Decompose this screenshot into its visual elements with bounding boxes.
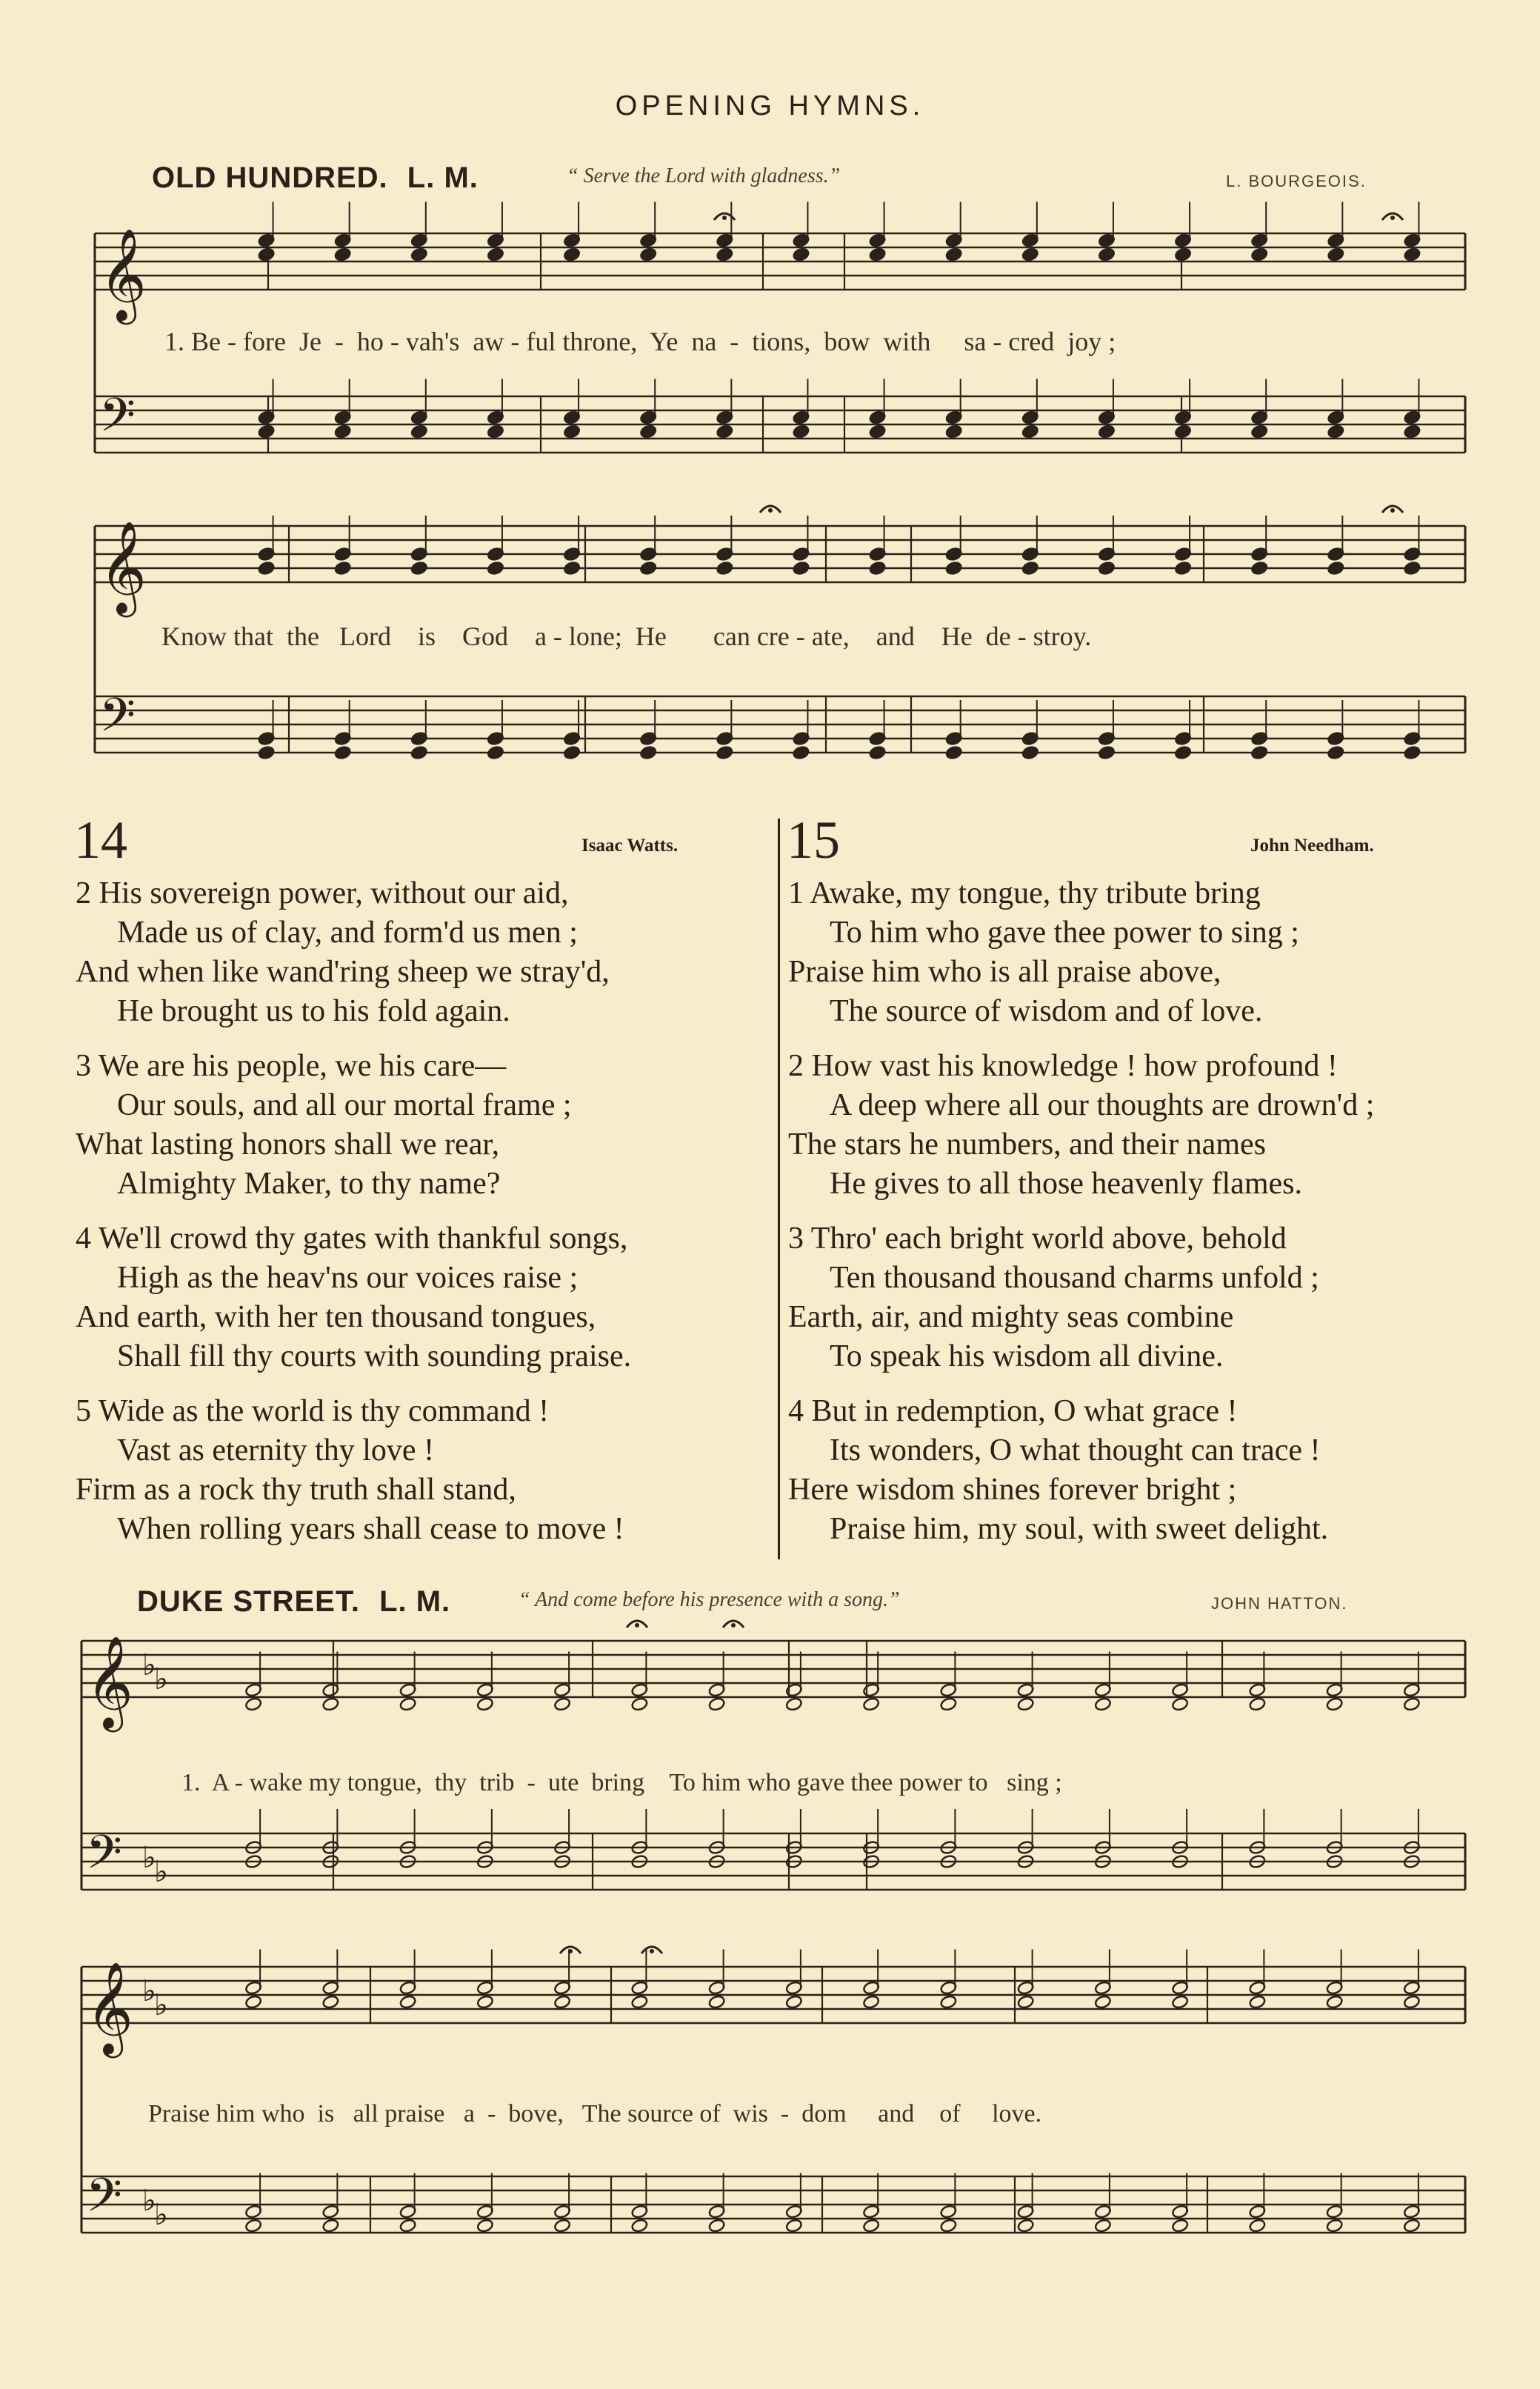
note-head: [945, 424, 963, 439]
note-head: [1174, 424, 1192, 439]
note-head: [1021, 424, 1039, 439]
note-head: [334, 424, 352, 439]
stanza-line: Firm as a rock thy truth shall stand,: [76, 1473, 516, 1507]
flat-icon: ♭: [142, 1974, 156, 2008]
note-head: [862, 1697, 880, 1712]
column-divider: [778, 819, 780, 1559]
note-head: [487, 424, 504, 439]
note-head: [553, 1995, 571, 2010]
stanza-line: He brought us to his fold again.: [117, 994, 510, 1028]
stanza-line: Praise him, my soul, with sweet delight.: [830, 1512, 1329, 1546]
note-head: [716, 247, 734, 262]
stanza: [76, 1047, 764, 1204]
bass-clef-icon: 𝄢: [99, 687, 136, 753]
note-head: [563, 745, 581, 760]
note-head: [244, 1697, 262, 1712]
note-head: [563, 424, 581, 439]
note-head: [322, 1697, 340, 1712]
hymn-author: John Needham.: [1250, 836, 1374, 856]
flat-icon: ♭: [154, 1988, 168, 2022]
fermata-icon: [722, 216, 727, 220]
stanza-line: 2 His sovereign power, without our aid,: [76, 876, 569, 910]
note-head: [1327, 424, 1345, 439]
tune-lyric-line: 1. Be - fore Je - ho - vah's aw - ful throne, Ye na - tions, bow with sa - cred joy ;: [164, 327, 1116, 356]
note-head: [322, 2219, 340, 2233]
note-head: [1017, 2219, 1035, 2233]
note-head: [1171, 1697, 1189, 1712]
fermata-icon: [1390, 216, 1395, 220]
note-head: [1098, 247, 1116, 262]
fermata-icon: [1390, 508, 1395, 513]
note-head: [639, 745, 657, 760]
stanza: [788, 1392, 1484, 1549]
note-head: [785, 2219, 803, 2233]
note-head: [563, 561, 581, 576]
note-head: [785, 1697, 803, 1712]
note-head: [334, 745, 352, 760]
note-head: [1403, 2219, 1421, 2233]
hymn-author: Isaac Watts.: [581, 836, 679, 856]
note-head: [639, 561, 657, 576]
note-head: [1094, 1995, 1112, 2010]
note-head: [1017, 1995, 1035, 2010]
stanza-line: 3 Thro' each bright world above, behold: [788, 1222, 1287, 1256]
note-head: [793, 745, 810, 760]
note-head: [1404, 561, 1421, 576]
note-head: [869, 424, 887, 439]
stanza-line: The source of wisdom and of love.: [830, 994, 1263, 1028]
note-head: [244, 1995, 262, 2010]
note-head: [258, 424, 276, 439]
stanza-line: He gives to all those heavenly flames.: [830, 1167, 1302, 1201]
stanza-line: Our souls, and all our mortal frame ;: [117, 1088, 572, 1122]
stanza-line: Its wonders, O what thought can trace !: [830, 1433, 1321, 1467]
note-head: [410, 424, 428, 439]
note-head: [639, 424, 657, 439]
tune-meter: L. M.: [407, 161, 479, 194]
note-head: [1098, 424, 1116, 439]
note-head: [553, 1697, 571, 1712]
note-head: [1250, 424, 1268, 439]
note-head: [334, 561, 352, 576]
note-head: [399, 1697, 417, 1712]
flat-icon: ♭: [154, 2198, 168, 2232]
note-head: [476, 1697, 494, 1712]
note-head: [869, 561, 887, 576]
note-head: [869, 247, 887, 262]
flat-icon: ♭: [142, 1841, 156, 1875]
note-head: [476, 1995, 494, 2010]
fermata-icon: [650, 1949, 654, 1953]
hymn-text-15: [788, 874, 1484, 1565]
note-head: [487, 247, 504, 262]
bass-clef-icon: 𝄢: [86, 1825, 122, 1890]
flat-icon: ♭: [142, 2184, 156, 2218]
stanza-line: And when like wand'ring sheep we stray'd,: [76, 955, 610, 989]
treble-clef-icon: 𝄞: [99, 521, 147, 613]
stanza-line: Vast as eternity thy love !: [117, 1433, 435, 1467]
stanza-line: 5 Wide as the world is thy command !: [76, 1394, 550, 1428]
tune-epigraph: “ And come before his presence with a song.”: [519, 1588, 900, 1611]
treble-clef-icon: 𝄞: [99, 228, 147, 321]
note-head: [1174, 247, 1192, 262]
note-head: [1327, 247, 1345, 262]
stanza-line: Earth, air, and mighty seas combine: [788, 1300, 1234, 1334]
stanza-line: When rolling years shall cease to move !: [117, 1512, 624, 1546]
treble-clef-icon: 𝄞: [86, 1636, 133, 1728]
note-head: [410, 561, 428, 576]
note-head: [945, 561, 963, 576]
note-head: [631, 1995, 649, 2010]
note-head: [793, 247, 810, 262]
tune-lyric-line: Know that the Lord is God a - lone; He can cre - ate, and He de - stroy.: [161, 622, 1092, 651]
stanza-line: To him who gave thee power to sing ;: [830, 916, 1299, 950]
note-head: [945, 745, 963, 760]
stanza: [76, 1219, 764, 1376]
note-head: [476, 2219, 494, 2233]
note-head: [716, 561, 734, 576]
stanza-line: Almighty Maker, to thy name?: [117, 1167, 501, 1201]
note-head: [1250, 561, 1268, 576]
tune-lyric-line: 1. A - wake my tongue, thy trib - ute bring To him who gave thee power to sing ;: [181, 1769, 1062, 1796]
stanza-line: The stars he numbers, and their names: [788, 1127, 1266, 1162]
note-head: [862, 2219, 880, 2233]
note-head: [716, 745, 734, 760]
note-head: [716, 424, 734, 439]
note-head: [244, 2219, 262, 2233]
note-head: [940, 1995, 958, 2010]
note-head: [945, 247, 963, 262]
note-head: [1326, 1697, 1344, 1712]
flat-icon: ♭: [154, 1662, 168, 1696]
stanza: [76, 1392, 764, 1549]
stanza-line: 1 Awake, my tongue, thy tribute bring: [788, 876, 1261, 910]
tune-composer: L. BOURGEOIS.: [1226, 172, 1367, 190]
note-head: [1249, 1697, 1267, 1712]
note-head: [1174, 561, 1192, 576]
note-head: [793, 561, 810, 576]
note-head: [1098, 561, 1116, 576]
stanza-line: Shall fill thy courts with sounding praise.: [117, 1339, 632, 1373]
section-heading: OPENING HYMNS.: [615, 90, 925, 121]
stanza-line: To speak his wisdom all divine.: [830, 1339, 1224, 1373]
fermata-icon: [568, 1949, 573, 1953]
bass-clef-icon: 𝄢: [86, 2168, 122, 2233]
tune-title: OLD HUNDRED.: [152, 161, 388, 194]
note-head: [410, 247, 428, 262]
hymn-number: 15: [787, 810, 840, 870]
tune-meter: L. M.: [379, 1585, 451, 1618]
stanza: [788, 1047, 1484, 1204]
note-head: [334, 247, 352, 262]
note-head: [785, 1995, 803, 2010]
note-head: [1326, 1995, 1344, 2010]
note-head: [631, 1697, 649, 1712]
treble-clef-icon: 𝄞: [86, 1962, 133, 2054]
stanza-line: 3 We are his people, we his care—: [76, 1049, 507, 1083]
bass-clef-icon: 𝄢: [99, 387, 136, 453]
note-head: [1017, 1697, 1035, 1712]
stanza-line: 4 We'll crowd thy gates with thankful songs,: [76, 1222, 628, 1256]
tune-epigraph: “ Serve the Lord with gladness.”: [567, 164, 841, 187]
stanza-line: Made us of clay, and form'd us men ;: [117, 916, 578, 950]
note-head: [631, 2219, 649, 2233]
note-head: [1021, 561, 1039, 576]
note-head: [553, 2219, 571, 2233]
stanza: [76, 874, 764, 1031]
stanza: [788, 1219, 1484, 1376]
note-head: [258, 745, 276, 760]
stanza-line: 2 How vast his knowledge ! how profound !: [788, 1049, 1338, 1083]
note-head: [1250, 247, 1268, 262]
fermata-icon: [768, 508, 773, 513]
hymn-number: 14: [74, 810, 127, 870]
note-head: [487, 745, 504, 760]
note-head: [1021, 745, 1039, 760]
note-head: [322, 1995, 340, 2010]
note-head: [869, 745, 887, 760]
tune-title: DUKE STREET.: [137, 1585, 360, 1618]
note-head: [1094, 1697, 1112, 1712]
note-head: [399, 1995, 417, 2010]
note-head: [410, 745, 428, 760]
note-head: [1327, 745, 1345, 760]
fermata-icon: [635, 1623, 639, 1627]
flat-icon: ♭: [142, 1648, 156, 1682]
stanza: [788, 874, 1484, 1031]
note-head: [487, 561, 504, 576]
note-head: [1403, 1697, 1421, 1712]
note-head: [862, 1995, 880, 2010]
note-head: [940, 1697, 958, 1712]
note-head: [940, 2219, 958, 2233]
note-head: [399, 2219, 417, 2233]
note-head: [1326, 2219, 1344, 2233]
tune-lyric-line: Praise him who is all praise a - bove, The source of wis - dom and of love.: [148, 2100, 1042, 2128]
note-head: [1250, 745, 1268, 760]
stanza-line: 4 But in redemption, O what grace !: [788, 1394, 1238, 1428]
note-head: [1403, 1995, 1421, 2010]
note-head: [1249, 2219, 1267, 2233]
stanza-line: Praise him who is all praise above,: [788, 955, 1221, 989]
note-head: [1327, 561, 1345, 576]
note-head: [708, 1697, 726, 1712]
tune-composer: JOHN HATTON.: [1211, 1594, 1348, 1613]
stanza-line: A deep where all our thoughts are drown'd ;: [830, 1088, 1375, 1122]
stanza-line: Ten thousand thousand charms unfold ;: [830, 1261, 1319, 1295]
stanza-line: And earth, with her ten thousand tongues,: [76, 1300, 596, 1334]
stanza-line: What lasting honors shall we rear,: [76, 1127, 500, 1162]
note-head: [258, 247, 276, 262]
note-head: [708, 2219, 726, 2233]
note-head: [793, 424, 810, 439]
stanza-line: Here wisdom shines forever bright ;: [788, 1473, 1237, 1507]
note-head: [708, 1995, 726, 2010]
note-head: [639, 247, 657, 262]
note-head: [1174, 745, 1192, 760]
note-head: [1171, 1995, 1189, 2010]
note-head: [1021, 247, 1039, 262]
note-head: [1171, 2219, 1189, 2233]
note-head: [1404, 247, 1421, 262]
stanza-line: High as the heav'ns our voices raise ;: [117, 1261, 579, 1295]
note-head: [563, 247, 581, 262]
note-head: [258, 561, 276, 576]
note-head: [1098, 745, 1116, 760]
note-head: [1249, 1995, 1267, 2010]
note-head: [1094, 2219, 1112, 2233]
flat-icon: ♭: [154, 1855, 168, 1889]
fermata-icon: [731, 1623, 736, 1627]
note-head: [1404, 424, 1421, 439]
hymn-text-14: [76, 874, 764, 1565]
note-head: [1404, 745, 1421, 760]
